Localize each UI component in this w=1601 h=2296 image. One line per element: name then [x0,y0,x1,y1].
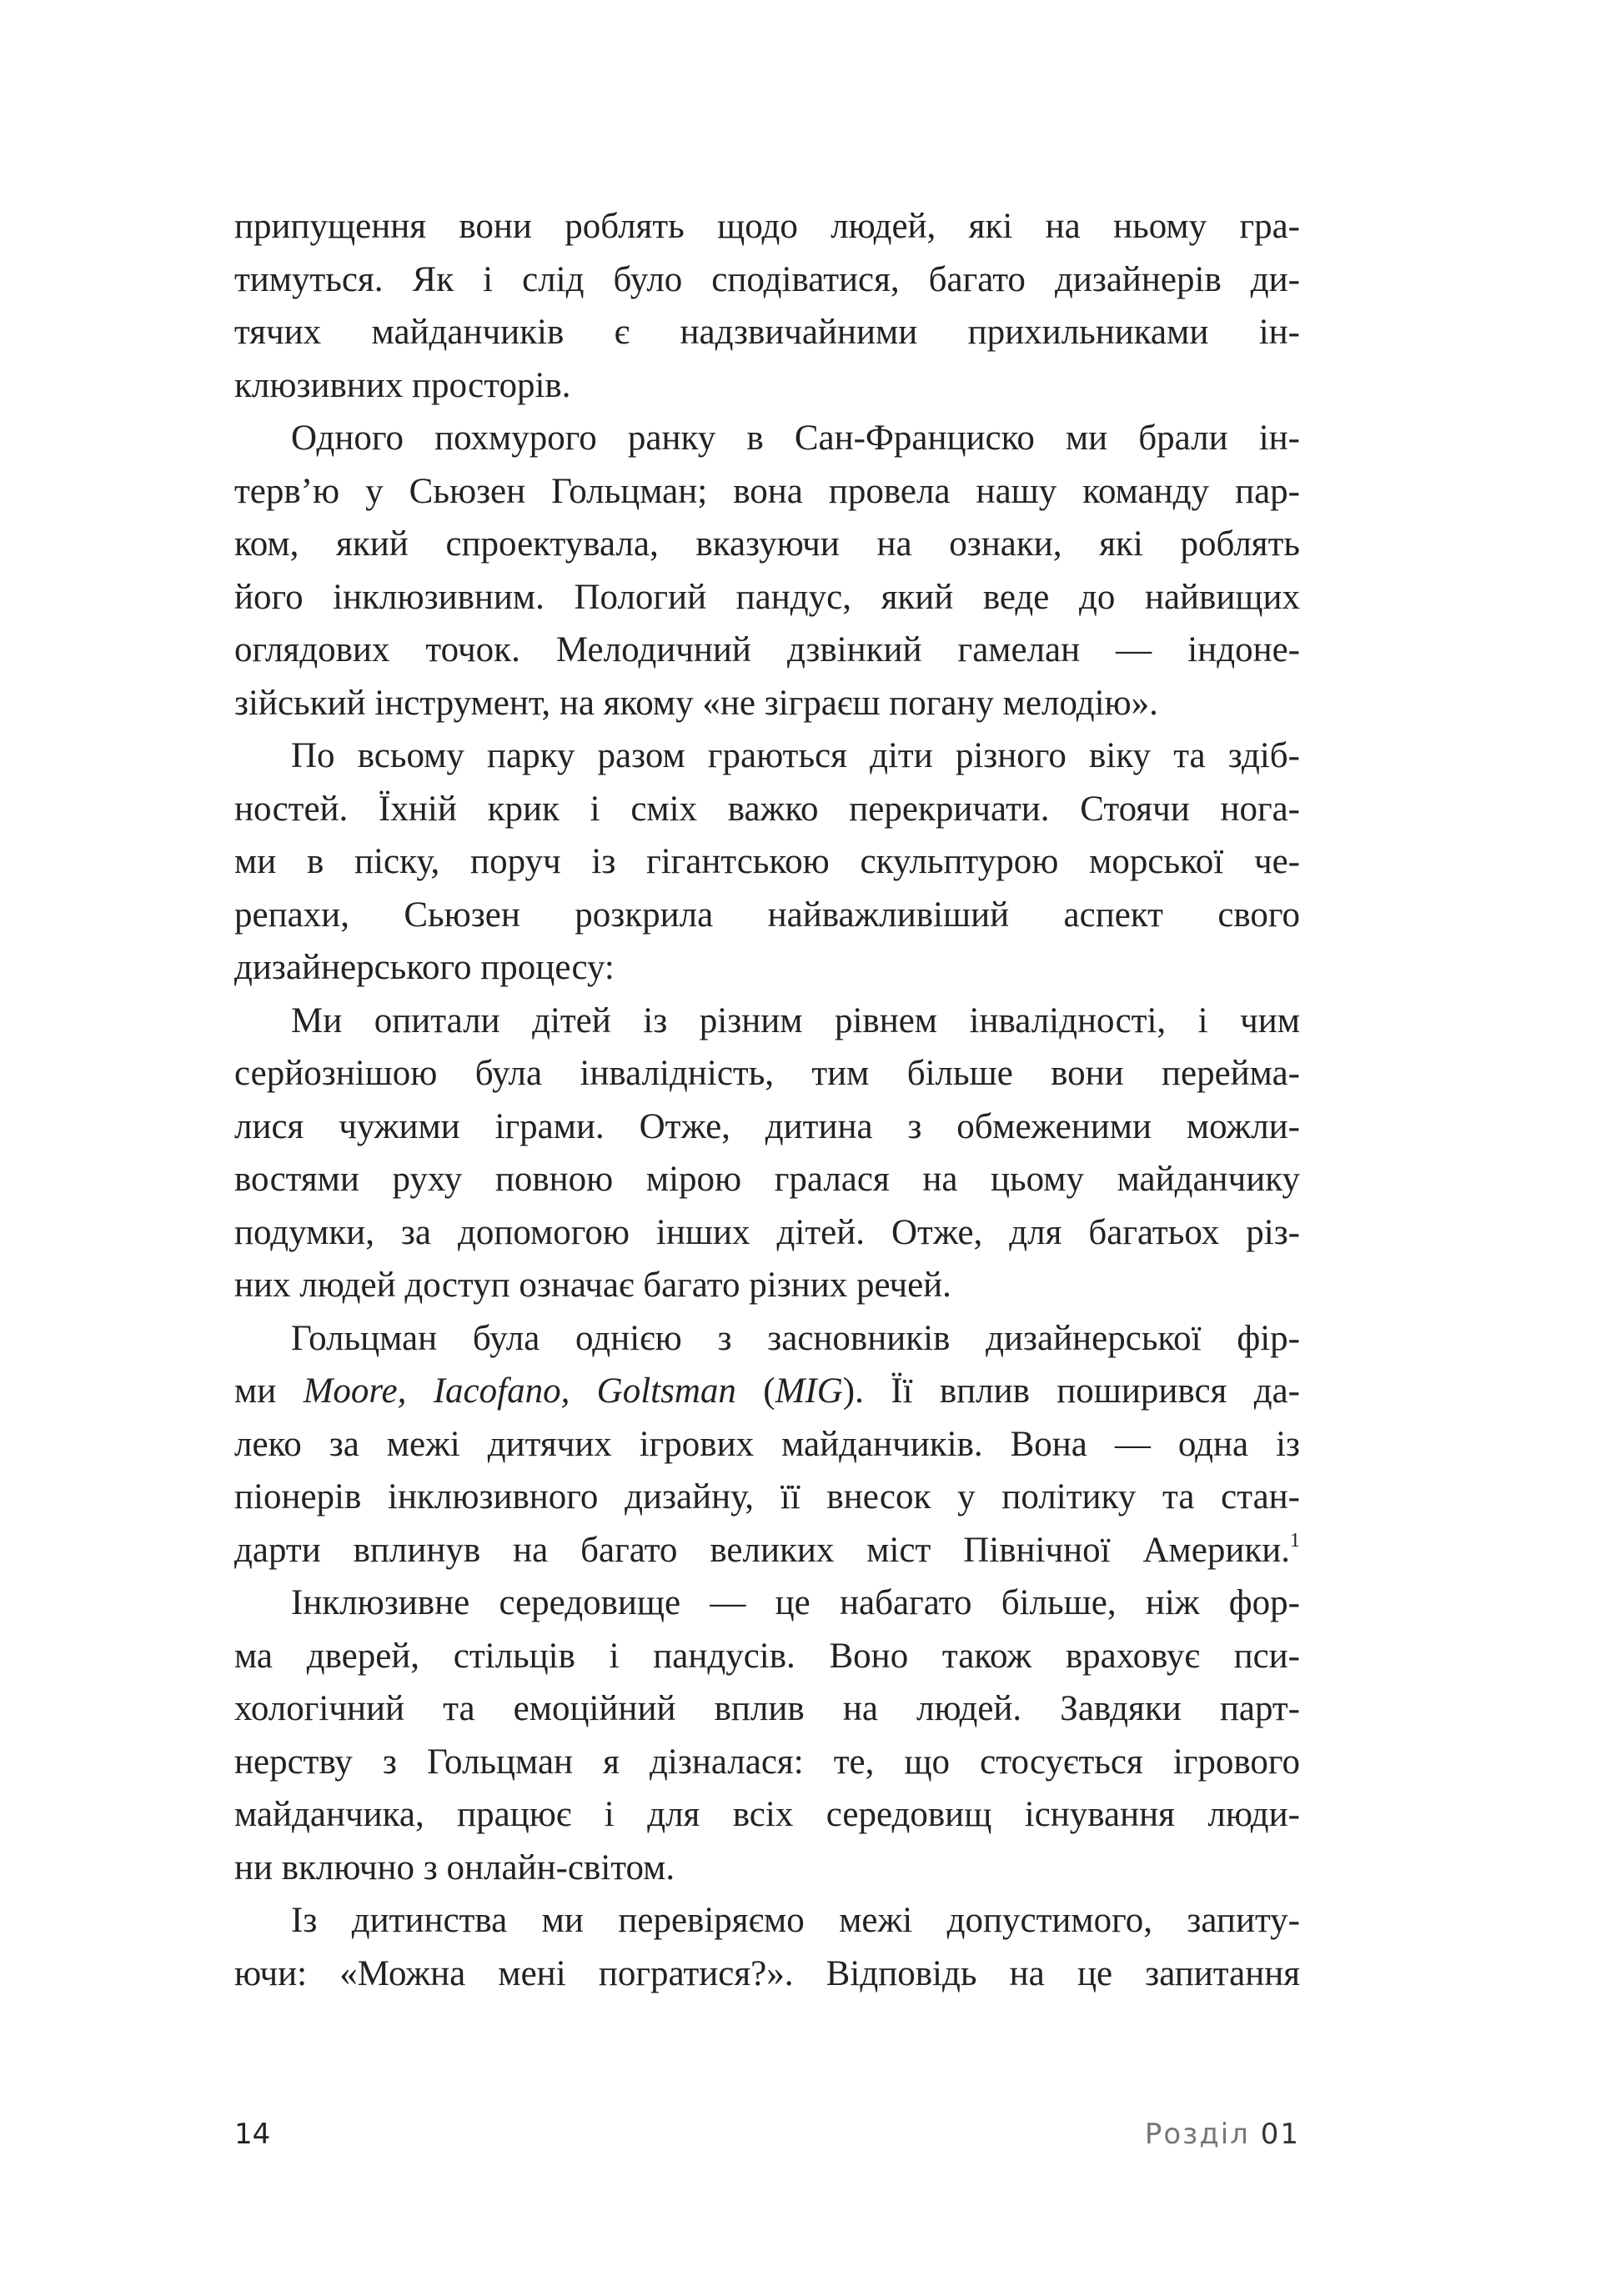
text-line [234,1365,1300,1418]
text-line [234,1153,1300,1206]
line-text: тимуться. Як і слід було сподіватися, багато дизайнерів ди- [234,259,1300,299]
line-text: репахи, Сьюзен розкрила найважливіший аспект свого [234,895,1300,935]
line-text: ностей. Їхній крик і сміх важко перекричати. Стоячи нога- [234,789,1300,829]
text-line [234,729,1300,783]
line-text: терв’ю у Сьюзен Гольцман; вона провела нашу команду пар- [234,471,1300,511]
text-line [234,1312,1300,1366]
line-text: майданчика, працює і для всіх середовищ існування люди- [234,1795,1300,1834]
line-text: ма дверей, стільців і пандусів. Воно також враховує пси- [234,1636,1300,1676]
company-name: Moore, Iacofano, Goltsman [303,1371,736,1411]
line-text: ми [234,1371,304,1411]
text-line [234,624,1300,677]
text-line [234,783,1300,836]
text-line [234,253,1300,307]
chapter-word: Розділ [1144,2118,1250,2151]
text-line [234,1894,1300,1948]
footnote-marker: 1 [1290,1529,1300,1552]
text-line [234,1047,1300,1100]
page-footer [234,2118,1300,2159]
line-text: припущення вони роблять щодо людей, які на ньому гра- [234,207,1300,246]
line-text: ючи: «Можна мені погратися?». Відповідь на це запитання [234,1953,1300,1993]
text-line [234,412,1300,465]
line-text: ком, який спроектувала, вказуючи на ознаки, які роблять [234,524,1300,564]
line-text: леко за межі дитячих ігрових майданчиків. Вона — одна із [234,1424,1300,1464]
text-line [234,995,1300,1048]
text-line [234,200,1300,253]
line-text: дарти вплинув на багато великих міст Північної Америки. [234,1530,1290,1570]
line-text: подумки, за допомогою інших дітей. Отже, для багатьох різ- [234,1212,1300,1252]
text-line [234,1259,1300,1312]
text-line [234,1842,1300,1895]
line-text: тячих майданчиків є надзвичайними прихильниками ін- [234,313,1300,352]
text-line [234,677,1300,730]
text-line [234,518,1300,571]
line-text: його інклюзивним. Пологий пандус, який веде до найвищих [234,577,1300,617]
line-text: дизайнерського процесу: [234,948,615,987]
text-line [234,1630,1300,1683]
text-line [234,359,1300,413]
line-text: ни включно з онлайн-світом. [234,1847,675,1887]
text-line [234,835,1300,889]
line-text: Інклюзивне середовище — це набагато більше, ніж фор- [291,1583,1300,1622]
line-text: піонерів інклюзивного дизайну, її внесок у політику та стан- [234,1477,1300,1516]
text-line [234,1418,1300,1471]
line-text: востями руху повною мірою гралася на цьому майданчику [234,1160,1300,1199]
line-text: нерству з Гольцман я дізналася: те, що стосується ігрового [234,1742,1300,1782]
text-line [234,1788,1300,1842]
text-line [234,1736,1300,1789]
line-text: По всьому парку разом граються діти різного віку та здіб- [291,736,1300,775]
chapter-number: 01 [1260,2118,1300,2151]
line-text: ( [735,1371,775,1411]
line-text: лися чужими іграми. Отже, дитина з обмеженими можли- [234,1106,1300,1146]
company-abbreviation: MIG [775,1371,843,1411]
chapter-label [1145,2118,1300,2151]
text-line [234,1948,1300,2001]
line-text: хологічний та емоційний вплив на людей. Завдяки парт- [234,1689,1300,1728]
text-line [234,1471,1300,1524]
line-text: Із дитинства ми перевіряємо межі допустимого, запиту- [291,1901,1300,1940]
text-line [234,1524,1300,1577]
line-text: серйознішою була інвалідність, тим більше вони перейма- [234,1054,1300,1093]
line-text: ). Її вплив поширився да- [842,1371,1300,1411]
text-line [234,941,1300,995]
text-line [234,571,1300,624]
line-text: них людей доступ означає багато різних речей. [234,1266,951,1305]
line-text: ми в піску, поруч із гігантською скульптурою морської че- [234,842,1300,881]
line-text: Одного похмурого ранку в Сан-Франциско ми брали ін- [291,419,1300,458]
text-line [234,1577,1300,1630]
line-text: клюзивних просторів. [234,365,571,405]
text-line [234,306,1300,359]
line-text: зійський інструмент, на якому «не зіграєш погану мелодію». [234,683,1158,723]
text-line [234,889,1300,942]
page-number: 14 [234,2118,271,2151]
line-text: Ми опитали дітей із різним рівнем інвалідності, і чим [291,1000,1300,1040]
text-line [234,465,1300,519]
page-body-text [234,200,1300,2000]
line-text: оглядових точок. Мелодичний дзвінкий гамелан — індоне- [234,630,1300,669]
text-line [234,1682,1300,1736]
text-line [234,1100,1300,1154]
line-text: Гольцман була однією з засновників дизайнерської фір- [291,1318,1300,1358]
text-line [234,1206,1300,1260]
